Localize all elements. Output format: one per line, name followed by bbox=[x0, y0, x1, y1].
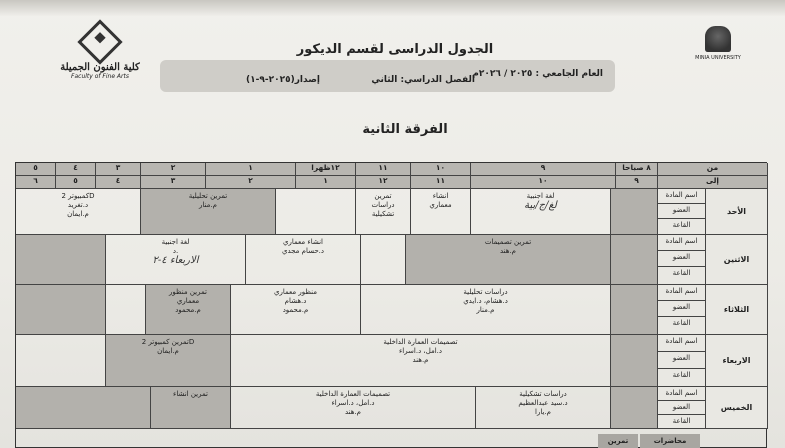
version: إصدار(٢٠٢٥-٩-١) bbox=[246, 75, 320, 85]
time-to-0: ٩ bbox=[616, 176, 658, 189]
thursday-interior-design-line-1: د.امل، د.اسراء bbox=[331, 399, 375, 407]
tuesday-architectural-perspective bbox=[231, 285, 361, 335]
monday-design-exercise bbox=[406, 235, 611, 285]
sunday-empty-2 bbox=[276, 189, 356, 235]
tuesday-empty-3 bbox=[16, 285, 106, 335]
sunday-construction-line-0: انشاء bbox=[432, 192, 449, 200]
footer-exercise: تمرين bbox=[598, 434, 638, 448]
row-label-wednesday-0: اسم المادة bbox=[658, 335, 706, 352]
sunday-computer-2d-line-1: د.تغريد bbox=[67, 201, 89, 209]
sunday-plastic-exercise bbox=[356, 189, 411, 235]
day-monday: الاثنين bbox=[706, 235, 768, 285]
time-to-4: ١ bbox=[296, 176, 356, 189]
monday-foreign-language-handwritten: الاربعاء ٤-٢ bbox=[152, 255, 199, 266]
nefertiti-icon bbox=[705, 26, 731, 52]
sunday-foreign-language-handwritten: لغ/ج/بية bbox=[524, 200, 557, 211]
monday-construction-line-0: انشاء معماري bbox=[283, 238, 323, 246]
time-to-1: ١٠ bbox=[471, 176, 616, 189]
row-label-wednesday-2: القاعة bbox=[658, 369, 706, 387]
footer-lectures: محاضرات bbox=[640, 434, 700, 448]
thursday-empty-2 bbox=[16, 387, 151, 429]
monday-foreign-language bbox=[106, 235, 246, 285]
row-label-monday-2: القاعة bbox=[658, 267, 706, 285]
academic-year: العام الجامعي : ٢٠٢٥ / ٢٠٢٦م bbox=[472, 69, 603, 79]
thursday-construction-exercise bbox=[151, 387, 231, 429]
time-from-5: ١ bbox=[206, 163, 296, 176]
time-from-3: ١١ bbox=[356, 163, 411, 176]
time-from-2: ١٠ bbox=[411, 163, 471, 176]
sunday-computer-2d-line-0: كمبيوتر 2D bbox=[61, 192, 95, 200]
wednesday-interior-design bbox=[231, 335, 611, 387]
sunday-plastic-exercise-line-2: تشكيلية bbox=[371, 210, 395, 218]
tuesday-perspective-exercise-line-2: م.محمود bbox=[175, 306, 201, 314]
faculty-logo-english: Faculty of Fine Arts bbox=[71, 73, 129, 80]
time-to-8: ٥ bbox=[56, 176, 96, 189]
sunday-empty-1 bbox=[611, 189, 658, 235]
monday-empty-2 bbox=[361, 235, 406, 285]
day-thursday: الخميس bbox=[706, 387, 768, 429]
monday-empty-1 bbox=[611, 235, 658, 285]
tuesday-architectural-perspective-line-0: منظور معماري bbox=[274, 288, 317, 296]
monday-foreign-language-line-0: لغة اجنبية bbox=[161, 238, 190, 246]
row-label-thursday-1: العضو bbox=[658, 401, 706, 415]
row-label-monday-1: العضو bbox=[658, 251, 706, 267]
row-label-wednesday-1: العضو bbox=[658, 352, 706, 369]
tuesday-analytical-studies bbox=[361, 285, 611, 335]
thursday-plastic-studies-line-2: م.يارا bbox=[535, 408, 551, 416]
monday-design-exercise-line-0: تمرين تصميمات bbox=[484, 238, 532, 246]
wednesday-empty-2 bbox=[16, 335, 106, 387]
tuesday-perspective-exercise-line-1: معماري bbox=[176, 297, 200, 305]
time-from-7: ٣ bbox=[96, 163, 141, 176]
info-bar bbox=[160, 60, 615, 92]
row-label-monday-0: اسم المادة bbox=[658, 235, 706, 251]
header-from: من bbox=[658, 163, 768, 176]
tuesday-perspective-exercise-line-0: تمرين منظور bbox=[169, 288, 207, 296]
day-wednesday: الاربعاء bbox=[706, 335, 768, 387]
header-to: إلى bbox=[658, 176, 768, 189]
thursday-plastic-studies-line-0: دراسات تشكيلية bbox=[519, 390, 567, 398]
wednesday-computer-exercise-line-1: م.ايمان bbox=[157, 347, 179, 355]
wednesday-interior-design-line-2: م.هند bbox=[412, 356, 429, 364]
tuesday-perspective-exercise bbox=[146, 285, 231, 335]
sunday-computer-2d bbox=[16, 189, 141, 235]
monday-foreign-language-line-1: د. bbox=[172, 247, 179, 255]
wednesday-interior-design-line-0: تصميمات العمارة الداخلية bbox=[383, 338, 458, 346]
thursday-construction-exercise-line-0: تمرين انشاء bbox=[173, 390, 208, 398]
row-label-tuesday-0: اسم المادة bbox=[658, 285, 706, 301]
tuesday-architectural-perspective-line-2: م.محمود bbox=[282, 306, 309, 314]
time-to-7: ٤ bbox=[96, 176, 141, 189]
row-label-tuesday-1: العضو bbox=[658, 301, 706, 317]
day-tuesday: الثلاثاء bbox=[706, 285, 768, 335]
sunday-analytical-exercise bbox=[141, 189, 276, 235]
row-label-tuesday-2: القاعة bbox=[658, 317, 706, 335]
thursday-interior-design-line-2: م.هند bbox=[344, 408, 362, 416]
sunday-foreign-language-line-0: لغة اجنبية bbox=[526, 192, 555, 200]
row-label-thursday-2: القاعة bbox=[658, 415, 706, 429]
university-logo bbox=[692, 26, 744, 70]
monday-construction bbox=[246, 235, 361, 285]
sunday-construction-line-1: معماري bbox=[429, 201, 452, 209]
faculty-logo-arabic: كلية الفنون الجميلة bbox=[60, 62, 140, 73]
section-title: الفرقة الثانية bbox=[362, 122, 448, 137]
thursday-empty-1 bbox=[611, 387, 658, 429]
time-from-0: ٨ صباحا bbox=[616, 163, 658, 176]
tuesday-analytical-studies-line-0: دراسات تحليلية bbox=[463, 288, 508, 296]
faculty-emblem-icon bbox=[77, 19, 122, 64]
sunday-analytical-exercise-line-1: م.منار bbox=[199, 201, 217, 209]
thursday-interior-design-line-0: تصميمات العمارة الداخلية bbox=[315, 390, 391, 398]
time-to-6: ٣ bbox=[141, 176, 206, 189]
time-from-6: ٢ bbox=[141, 163, 206, 176]
monday-construction-line-1: د.حسام مجدي bbox=[281, 247, 325, 255]
row-label-thursday-0: اسم المادة bbox=[658, 387, 706, 401]
time-from-8: ٤ bbox=[56, 163, 96, 176]
faculty-logo bbox=[50, 24, 150, 78]
tuesday-analytical-studies-line-1: د.هشام، د.ايدي bbox=[463, 297, 508, 305]
sunday-construction bbox=[411, 189, 471, 235]
sunday-foreign-language bbox=[471, 189, 611, 235]
sunday-computer-2d-line-2: م.ايمان bbox=[67, 210, 89, 218]
page-title: الجدول الدراسى لقسم الديكور bbox=[296, 42, 494, 57]
row-label-sunday-0: اسم المادة bbox=[658, 189, 706, 204]
time-to-3: ١٢ bbox=[356, 176, 411, 189]
monday-empty-3 bbox=[16, 235, 106, 285]
monday-design-exercise-line-1: م.هند bbox=[499, 247, 517, 255]
wednesday-empty-1 bbox=[611, 335, 658, 387]
time-to-9: ٦ bbox=[16, 176, 56, 189]
time-to-5: ٢ bbox=[206, 176, 296, 189]
tuesday-empty-2 bbox=[106, 285, 146, 335]
timetable bbox=[15, 162, 767, 448]
tuesday-empty-1 bbox=[611, 285, 658, 335]
sunday-plastic-exercise-line-0: تمرين bbox=[374, 192, 392, 200]
time-from-4: ١٢ظهرا bbox=[296, 163, 356, 176]
thursday-plastic-studies-line-1: د.سيد عبدالعظيم bbox=[518, 399, 568, 407]
time-to-2: ١١ bbox=[411, 176, 471, 189]
tuesday-architectural-perspective-line-1: د.هشام bbox=[284, 297, 307, 305]
thursday-plastic-studies bbox=[476, 387, 611, 429]
day-sunday: الأحد bbox=[706, 189, 768, 235]
semester: الفصل الدراسي: الثاني bbox=[371, 75, 475, 85]
row-label-sunday-1: العضو bbox=[658, 204, 706, 219]
page-edge-shadow bbox=[0, 0, 785, 16]
tuesday-analytical-studies-line-2: م.منار bbox=[476, 306, 495, 314]
row-label-sunday-2: القاعة bbox=[658, 219, 706, 235]
time-from-9: ٥ bbox=[16, 163, 56, 176]
thursday-interior-design bbox=[231, 387, 476, 429]
sunday-analytical-exercise-line-0: تمرين تحليلية bbox=[188, 192, 228, 200]
university-logo-english: MINIA UNIVERSITY bbox=[695, 55, 741, 61]
wednesday-computer-exercise-line-0: تمرين كمبيوتر 2D bbox=[141, 338, 195, 346]
time-from-1: ٩ bbox=[471, 163, 616, 176]
sunday-plastic-exercise-line-1: دراسات bbox=[371, 201, 395, 209]
wednesday-computer-exercise bbox=[106, 335, 231, 387]
wednesday-interior-design-line-1: د.امل، د.اسراء bbox=[398, 347, 443, 355]
